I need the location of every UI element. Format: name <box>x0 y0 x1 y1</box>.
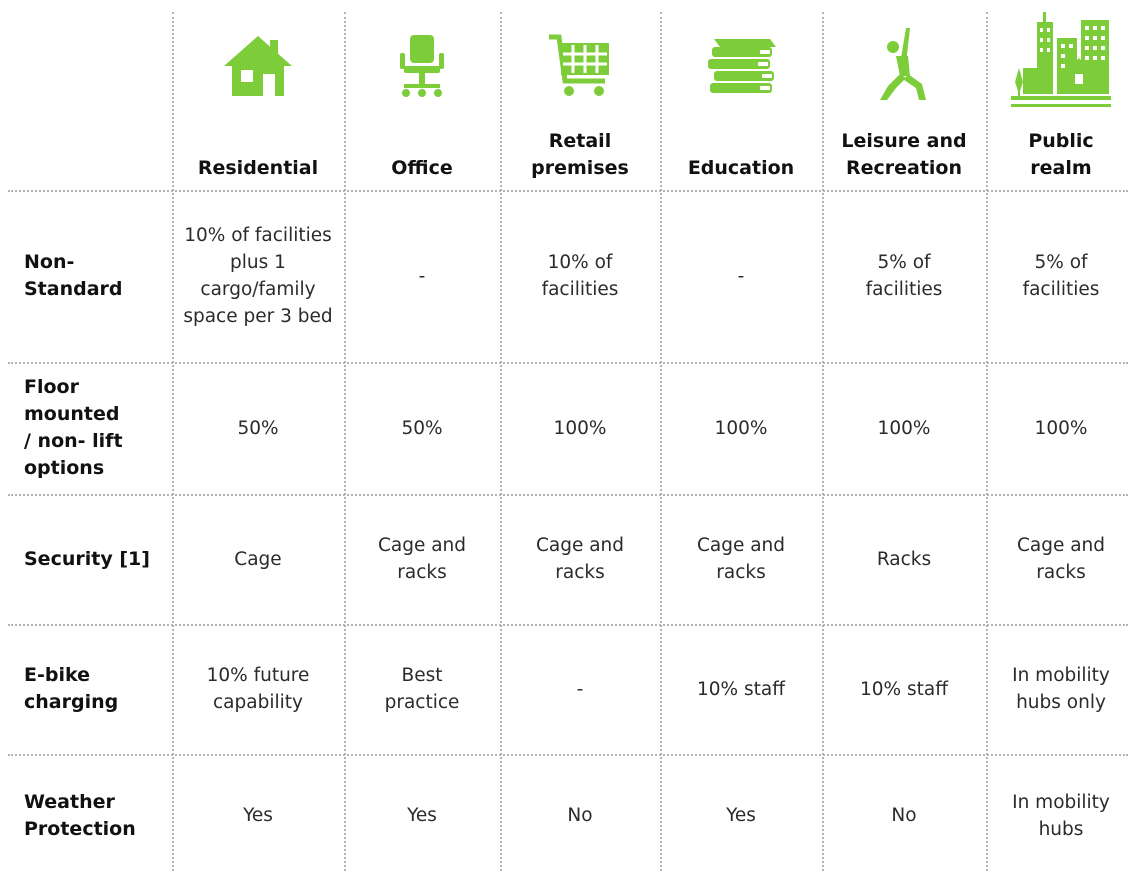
row-header-non-standard: Non-Standard <box>24 251 123 300</box>
table-cell: 10% staff <box>697 678 785 700</box>
table-cell: Cage <box>234 548 282 570</box>
row-header-security: Security [1] <box>24 547 150 570</box>
column-header-public-realm: Public realm <box>1028 130 1094 179</box>
table-cell: 10% of facilities plus 1 cargo/family space per 3 bed <box>183 225 333 327</box>
table-cell: Cage and racks <box>377 535 467 583</box>
column-header-office: Office <box>391 157 453 179</box>
row-header-ebike-charging: E-bike charging <box>24 664 119 713</box>
row-header-floor-mounted: Floor mounted / non- lift options <box>24 376 123 479</box>
table-cell: In mobility hubs only <box>1012 665 1110 713</box>
table-cell: No <box>891 805 917 826</box>
table-cell: - <box>737 265 745 287</box>
table-cell: Yes <box>407 805 437 826</box>
table-cell: Cage and racks <box>1016 535 1106 583</box>
table-cell: Racks <box>876 548 932 570</box>
table-cell: 100% <box>714 417 768 439</box>
stretching-person-icon <box>822 22 986 104</box>
table-cell: Yes <box>726 805 756 826</box>
table-cell: 100% <box>553 417 607 439</box>
table-cell: Best practice <box>384 665 460 713</box>
table-cell: Cage and racks <box>696 535 786 583</box>
table-cell: No <box>567 805 593 826</box>
office-chair-icon <box>344 28 500 104</box>
table-cell: 10% staff <box>860 678 948 700</box>
table-cell: 100% <box>1034 417 1088 439</box>
table-cell: Cage and racks <box>535 535 625 583</box>
house-icon <box>172 28 344 104</box>
table-cell: 10% future capability <box>206 665 310 713</box>
column-header-retail: Retail premises <box>531 130 629 179</box>
table-cell: 10% of facilities <box>541 252 619 300</box>
table-cell: Yes <box>243 805 273 826</box>
column-header-education: Education <box>687 157 795 179</box>
table-cell: 5% of facilities <box>865 252 943 300</box>
books-icon <box>660 28 822 104</box>
table-cell: 5% of facilities <box>1022 252 1100 300</box>
shopping-cart-icon <box>500 28 660 104</box>
row-header-weather-protection: Weather Protection <box>24 790 136 840</box>
table-cell: 50% <box>401 417 443 439</box>
table-cell: - <box>418 265 426 287</box>
column-header-residential: Residential <box>197 157 319 179</box>
table-cell: 50% <box>237 417 279 439</box>
table-cell: - <box>576 678 584 700</box>
table-cell: In mobility hubs <box>1012 791 1110 840</box>
table-cell: 100% <box>877 417 931 439</box>
column-header-leisure: Leisure and Recreation <box>841 130 967 179</box>
city-buildings-icon <box>986 8 1136 108</box>
